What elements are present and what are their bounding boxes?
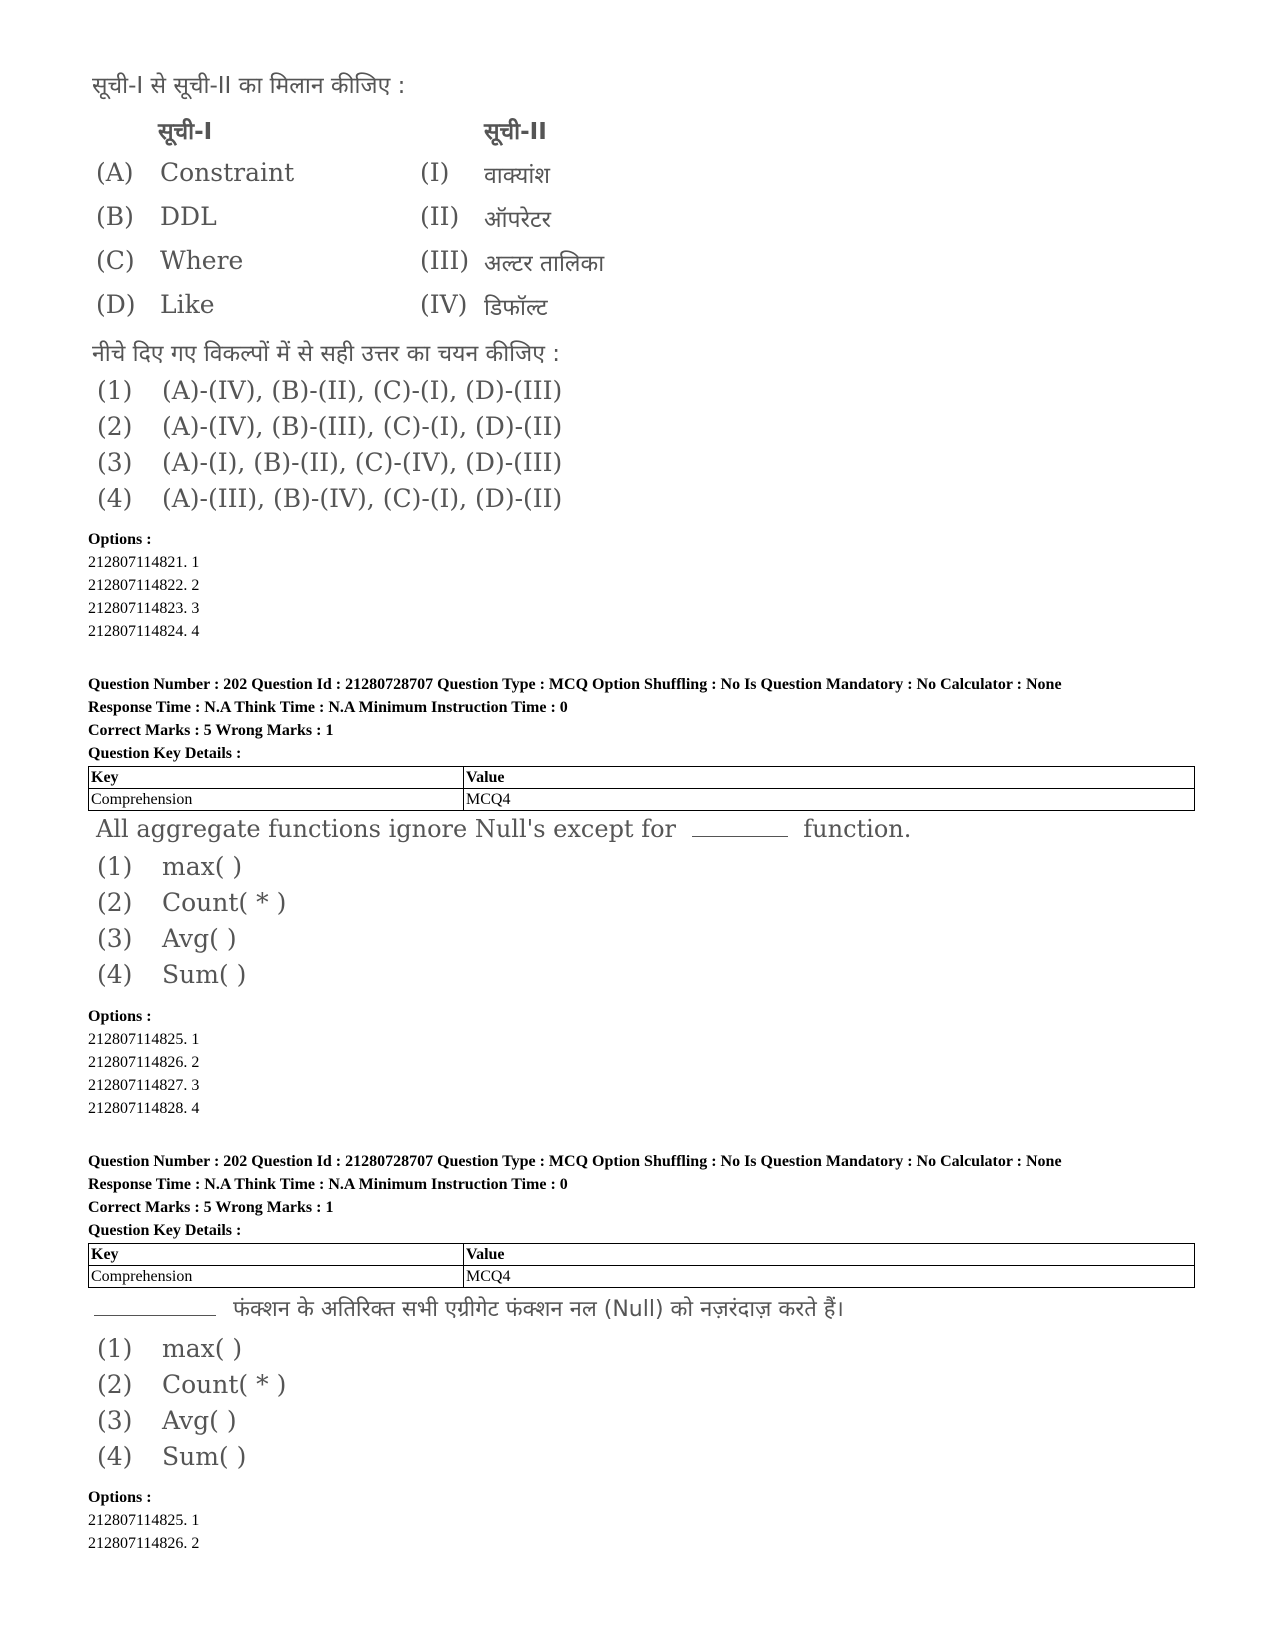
choice-number: (2) (97, 1370, 133, 1399)
list2-label: (IV) (420, 290, 468, 319)
choice-text: Avg( ) (162, 1406, 237, 1435)
q3-meta (88, 1150, 1062, 1242)
table-header-value: Value (464, 1244, 1195, 1266)
option-item: 212807114827. 3 (88, 1077, 200, 1094)
q3-key-table (88, 1243, 1195, 1288)
list2-text: डिफॉल्ट (484, 295, 548, 321)
choice-text: Sum( ) (162, 1442, 247, 1471)
option-item: 212807114822. 2 (88, 577, 200, 594)
list1-label: (D) (96, 290, 136, 319)
list1-text: Like (160, 290, 215, 319)
choice-number: (3) (97, 924, 133, 953)
choice-text: (A)-(IV), (B)-(II), (C)-(I), (D)-(III) (162, 376, 563, 405)
q1-instruction: सूची-I से सूची-II का मिलान कीजिए : (92, 73, 406, 99)
choice-text: Count( * ) (162, 888, 287, 917)
option-item: 212807114823. 3 (88, 600, 200, 617)
list1-text: Constraint (160, 158, 295, 187)
answer-choice (0, 448, 700, 480)
list1-text: Where (160, 246, 244, 275)
marks-line: Correct Marks : 5 Wrong Marks : 1 (88, 1199, 334, 1216)
list2-heading: सूची-II (484, 119, 547, 145)
list1-label: (A) (96, 158, 134, 187)
q2-options (88, 1005, 199, 1120)
question-meta-line: Response Time : N.A Think Time : N.A Minimum Instruction Time : 0 (88, 699, 568, 716)
options-label: Options : (88, 531, 152, 548)
option-item: 212807114826. 2 (88, 1054, 200, 1071)
choice-number: (4) (97, 1442, 133, 1471)
answer-choice (0, 484, 700, 516)
choice-text: max( ) (162, 852, 243, 881)
table-cell-value: MCQ4 (464, 1266, 1195, 1288)
match-row (0, 202, 700, 234)
answer-blank (692, 836, 788, 837)
list1-label: (C) (96, 246, 135, 275)
table-row (89, 789, 1195, 811)
choice-text: max( ) (162, 1334, 243, 1363)
answer-choice (0, 852, 500, 884)
choice-number: (4) (97, 484, 133, 513)
answer-choice (0, 1334, 500, 1366)
options-label: Options : (88, 1008, 152, 1025)
list2-text: ऑपरेटर (484, 207, 551, 233)
list2-label: (III) (420, 246, 470, 275)
marks-line: Correct Marks : 5 Wrong Marks : 1 (88, 722, 334, 739)
answer-choice (0, 888, 500, 920)
question-meta-line: Question Number : 202 Question Id : 21280728707 Question Type : MCQ Option Shuffling : No Is Question Mandatory : No Calculator : None (88, 676, 1062, 693)
list2-label: (I) (420, 158, 450, 187)
answer-choice (0, 1406, 500, 1438)
choice-text: Avg( ) (162, 924, 237, 953)
table-header-key: Key (89, 1244, 464, 1266)
q1-options (88, 528, 199, 643)
table-header-row (89, 767, 1195, 789)
match-row (0, 246, 700, 278)
choice-text: (A)-(IV), (B)-(III), (C)-(I), (D)-(II) (162, 412, 563, 441)
q3-options (88, 1486, 199, 1555)
key-details-label: Question Key Details : (88, 1222, 242, 1239)
table-cell-key: Comprehension (89, 1266, 464, 1288)
question-text-before: All aggregate functions ignore Null's except for (96, 815, 677, 843)
table-header-row (89, 1244, 1195, 1266)
option-item: 212807114825. 1 (88, 1512, 200, 1529)
answer-choice (0, 960, 500, 992)
answer-blank (94, 1315, 216, 1316)
key-details-label: Question Key Details : (88, 745, 242, 762)
match-row (0, 158, 700, 190)
question-meta-line: Question Number : 202 Question Id : 21280728707 Question Type : MCQ Option Shuffling : No Is Question Mandatory : No Calculator : None (88, 1153, 1062, 1170)
choice-text: (A)-(III), (B)-(IV), (C)-(I), (D)-(II) (162, 484, 563, 513)
option-item: 212807114825. 1 (88, 1031, 200, 1048)
q3-question-text (94, 1293, 844, 1323)
table-header-value: Value (464, 767, 1195, 789)
choice-number: (1) (97, 852, 133, 881)
choice-number: (3) (97, 1406, 133, 1435)
answer-choice (0, 1442, 500, 1474)
question-meta-line: Response Time : N.A Think Time : N.A Minimum Instruction Time : 0 (88, 1176, 568, 1193)
table-row (89, 1266, 1195, 1288)
answer-choice (0, 1370, 500, 1402)
list2-text: वाक्यांश (484, 163, 550, 189)
q1-choose-instruction: नीचे दिए गए विकल्पों में से सही उत्तर का चयन कीजिए : (92, 341, 560, 367)
table-header-key: Key (89, 767, 464, 789)
list2-text: अल्टर तालिका (484, 251, 605, 277)
choice-text: (A)-(I), (B)-(II), (C)-(IV), (D)-(III) (162, 448, 563, 477)
answer-choice (0, 924, 500, 956)
question-text-after: function. (803, 815, 912, 843)
match-row (0, 290, 700, 322)
option-item: 212807114821. 1 (88, 554, 200, 571)
option-item: 212807114824. 4 (88, 623, 200, 640)
list1-text: DDL (160, 202, 217, 231)
choice-number: (4) (97, 960, 133, 989)
answer-choice (0, 412, 700, 444)
answer-choice (0, 376, 700, 408)
options-label: Options : (88, 1489, 152, 1506)
choice-number: (3) (97, 448, 133, 477)
choice-number: (2) (97, 888, 133, 917)
question-text-after: फंक्शन के अतिरिक्त सभी एग्रीगेट फंक्शन नल (Null) को नज़रंदाज़ करते हैं। (233, 1297, 844, 1322)
option-item: 212807114828. 4 (88, 1100, 200, 1117)
q2-meta (88, 673, 1062, 765)
choice-number: (2) (97, 412, 133, 441)
choice-number: (1) (97, 376, 133, 405)
choice-text: Count( * ) (162, 1370, 287, 1399)
q2-key-table (88, 766, 1195, 811)
choice-text: Sum( ) (162, 960, 247, 989)
table-cell-key: Comprehension (89, 789, 464, 811)
choice-number: (1) (97, 1334, 133, 1363)
option-item: 212807114826. 2 (88, 1535, 200, 1552)
list1-heading: सूची-I (158, 119, 213, 145)
q2-question-text (96, 815, 911, 843)
table-cell-value: MCQ4 (464, 789, 1195, 811)
list2-label: (II) (420, 202, 460, 231)
list1-label: (B) (96, 202, 134, 231)
